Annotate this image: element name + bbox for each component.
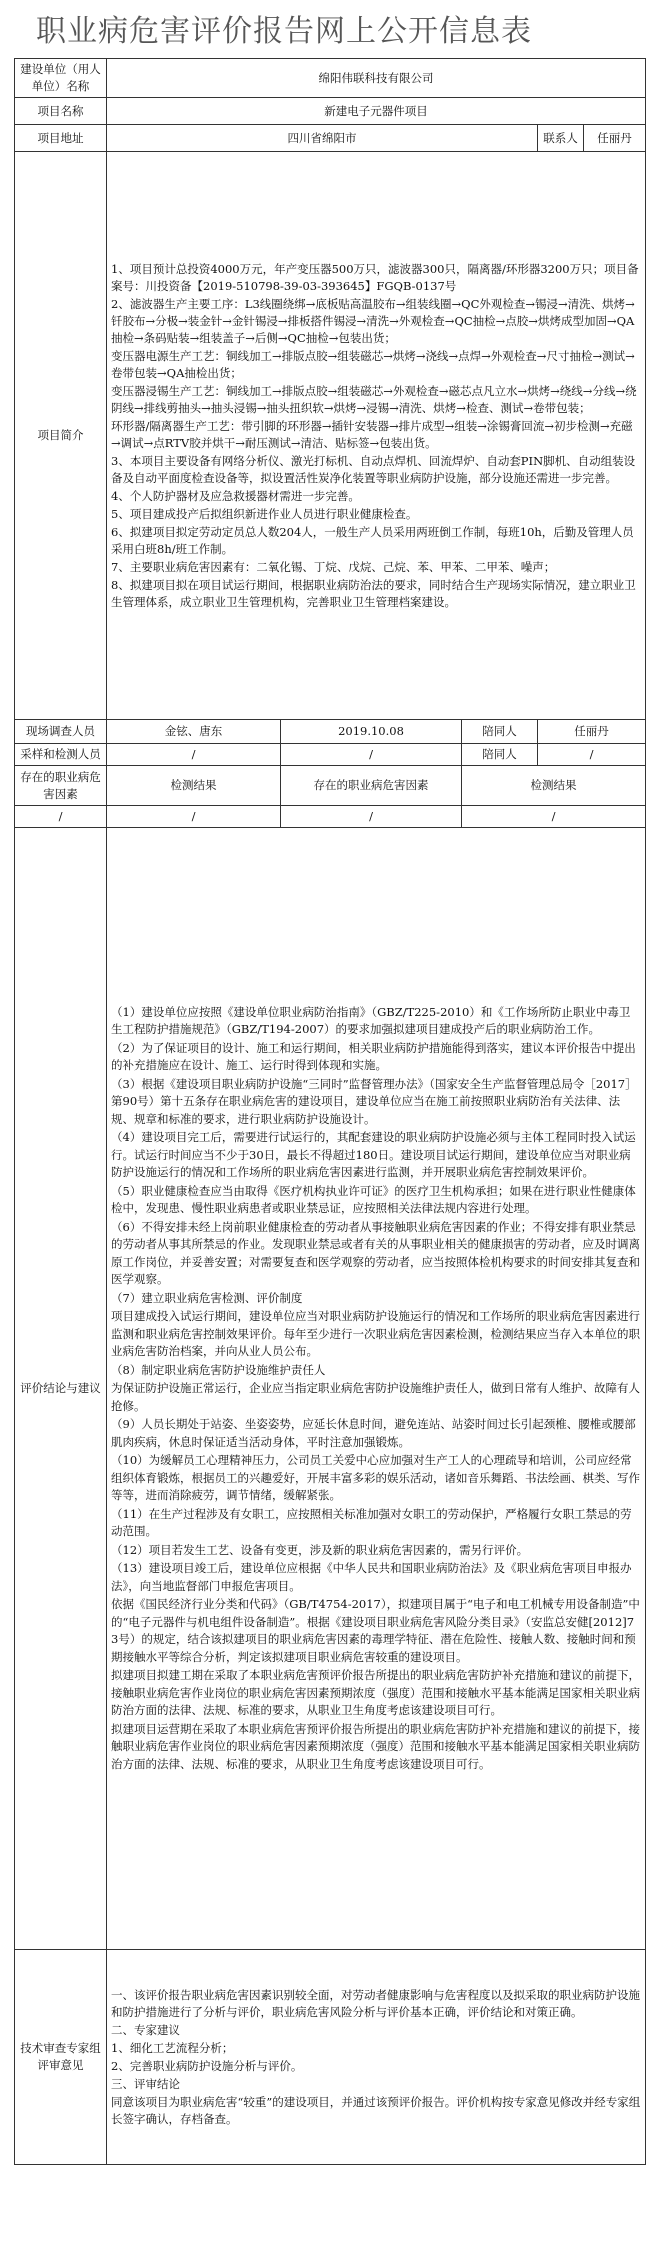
review-paragraph: 三、评审结论 (111, 2076, 180, 2091)
intro-paragraph: 5、项目建成投产后拟组织新进作业人员进行职业健康检查。 (111, 506, 418, 521)
conclusion-paragraph: （1）建设单位应按照《建设单位职业病防治指南》（GBZ/T225-2010）和《工作场所防止职业中毒卫生工程防护措施规范》（GBZ/T194-2007）的要求加强拟建项目建成投产后的职业病防治工作。 (111, 1004, 631, 1037)
conclusion-paragraph: 依据《国民经济行业分类和代码》（GB/T4754-2017），拟建项目属于“电子和电工机械专用设备制造”中的“电子元器件与机电组件设备制造”。根据《建设项目职业病危害风险分类目录》（安监总安健[2012]73号）的规定，结合该拟建项目的职业病危害因素的毒理学特征、潜在危险性、接触人数、接触时间和预期接触水平等综合分析，判定该拟建项目职业病危害较重的建设项目。 (111, 1597, 640, 1664)
page (0, 6, 659, 2245)
intro-paragraph: 8、拟建项目拟在项目试运行期间，根据职业病防治法的要求，同时结合生产现场实际情况，建立职业卫生管理体系，成立职业卫生管理机构，完善职业卫生管理档案建设。 (111, 577, 636, 609)
intro-paragraph: 变压器电源生产工艺：铜线加工→排版点胶→组装磁芯→烘烤→浇线→点焊→外观检查→尺寸抽检→测试→卷带包装→QA抽检出货； (111, 348, 635, 380)
address-label: 项目地址 (15, 125, 107, 152)
row-address (15, 125, 646, 152)
conclusion-paragraph: （6）不得安排未经上岗前职业健康检查的劳动者从事接触职业病危害因素的作业；不得安排有职业禁忌的劳动者从事其所禁忌的作业。发现职业禁忌或者有关的从事职业相关的健康损害的劳动者，应及时调离原工作岗位，并妥善安置；对需要复查和医学观察的劳动者，应当按照体检机构要求的时间安排其复查和医学观察。 (111, 1219, 640, 1287)
row-survey (15, 720, 646, 744)
conclusion-paragraph: 拟建项目运营期在采取了本职业病危害预评价报告所提出的职业病危害防护补充措施和建议的前提下，接触职业病危害作业岗位的职业病危害因素预期浓度（强度）范围和接触水平基本能满足国家相关职业病防治方面的法律、法规、标准的要求，从职业卫生角度考虑该建设项目可行。 (111, 1721, 640, 1771)
conclusion-paragraph: （10）为缓解员工心理精神压力，公司员工关爱中心应加强对生产工人的心理疏导和培训，公司应经常组织体育锻炼，根据员工的兴趣爱好，开展丰富多彩的娱乐活动，诸如音乐舞蹈、书法绘画、棋类、写作等等，进而消除疲劳，调节情绪，缓解紧张。 (111, 1453, 640, 1503)
sampling-label: 采样和检测人员 (15, 744, 107, 766)
sampling-companion-label: 陪同人 (462, 744, 538, 766)
survey-companion-value: 任丽丹 (538, 720, 646, 744)
conclusion-paragraph: （5）职业健康检查应当由取得《医疗机构执业许可证》的医疗卫生机构承担；如果在进行职业性健康体检中，发现患、慢性职业病患者或职业禁忌证，应按照相关法律法规内容进行处理。 (111, 1183, 636, 1216)
address-value: 四川省绵阳市 (107, 125, 538, 152)
project-label: 项目名称 (15, 98, 107, 125)
row-hazards-header (15, 766, 646, 806)
row-intro (15, 152, 646, 720)
survey-date: 2019.10.08 (281, 720, 462, 744)
row-project (15, 98, 646, 125)
row-hazards-values (15, 806, 646, 828)
conclusion-paragraph: （12）项目若发生工艺、设备有变更，涉及新的职业病危害因素的，需另行评价。 (111, 1542, 529, 1557)
intro-label: 项目简介 (15, 152, 107, 720)
conclusion-paragraph: 为保证防护设施正常运行，企业应当指定职业病危害防护设施维护责任人，做到日常有人维护、故障有人抢修。 (111, 1381, 640, 1413)
conclusion-paragraph: （9）人员长期处于站姿、坐姿姿势，应延长休息时间，避免连站、站姿时间过长引起颈椎、腰椎或腰部肌肉疾病，休息时保证适当活动身体，平时注意加强锻炼。 (111, 1417, 636, 1449)
conclusion-paragraph: （4）建设项目完工后，需要进行试运行的，其配套建设的职业病防护设施必须与主体工程同时投入试运行。试运行时间应当不少于30日，最长不得超过180日。建设项目试运行期间，建设单位应当对职业病防护设施运行的情况和工作场所的职业病危害因素进行监测，并开展职业病危害控制效果评价。 (111, 1130, 636, 1180)
sampling-date: / (281, 744, 462, 766)
conclusion-paragraph: （13）建设项目竣工后，建设单位应根据《中华人民共和国职业病防治法》及《职业病危害项目申报办法》，向当地监督部门申报危害项目。 (111, 1561, 632, 1593)
survey-label: 现场调查人员 (15, 720, 107, 744)
review-content (107, 1950, 646, 2165)
row-unit (15, 59, 646, 98)
page-title: 职业病危害评价报告网上公开信息表 (36, 14, 532, 49)
intro-paragraph: 4、个人防护器材及应急救援器材需进一步完善。 (111, 488, 360, 503)
conclusion-paragraph: 项目建成投入试运行期间，建设单位应当对职业病防护设施运行的情况和工作场所的职业病危害因素进行监测和职业病危害控制效果评价。每年至少进行一次职业病危害因素检测，检测结果应当存入本单位的职业病危害防治档案，并向从业人员公布。 (111, 1309, 640, 1359)
contact-value: 任丽丹 (584, 125, 646, 152)
contact-label: 联系人 (538, 125, 584, 152)
conclusion-paragraph: （8）制定职业病危害防护设施维护责任人 (111, 1362, 326, 1377)
hazard-value: / (462, 806, 646, 828)
conclusion-paragraph: （3）根据《建设项目职业病防护设施“三同时”监督管理办法》（国家安全生产监督管理总局令［2017］第90号）第十五条存在职业病危害的建设项目，建设单位应当在施工前按照职业病防治有关法律、法规、规章和标准的要求，进行职业病防护设施设计。 (111, 1076, 637, 1126)
hazard-value: / (281, 806, 462, 828)
survey-companion-label: 陪同人 (462, 720, 538, 744)
intro-content (107, 152, 646, 720)
unit-label: 建设单位（用人单位）名称 (15, 59, 107, 98)
intro-paragraph: 7、主要职业病危害因素有：二氧化锡、丁烷、戊烷、己烷、苯、甲苯、二甲苯、噪声； (111, 559, 556, 574)
hazard-factors-label-2: 存在的职业病危害因素 (281, 766, 462, 806)
review-paragraph: 2、完善职业病防护设施分析与评价。 (111, 2058, 303, 2073)
sampling-value: / (107, 744, 281, 766)
hazard-results-label-2: 检测结果 (462, 766, 646, 806)
sampling-companion-value: / (538, 744, 646, 766)
review-paragraph: 同意该项目为职业病危害“较重”的建设项目，并通过该预评价报告。评价机构按专家意见修改并经专家组长签字确认，存档备查。 (111, 2094, 641, 2126)
intro-paragraph: 变压器浸锡生产工艺：铜线加工→排版点胶→组装磁芯→外观检查→磁芯点凡立水→烘烤→绕线→分线→绕阴线→排线剪抽头→抽头浸锡→抽头扭织软→烘烤→浸锡→清洗、烘烤→检查、测试→卷带包装； (111, 383, 637, 415)
hazard-results-label: 检测结果 (107, 766, 281, 806)
row-review (15, 1950, 646, 2165)
survey-value: 金铉、唐东 (107, 720, 281, 744)
intro-paragraph: 6、拟建项目拟定劳动定员总人数204人，一般生产人员采用两班倒工作制，每班10h，后勤及管理人员采用白班8h/班工作制。 (111, 524, 634, 556)
hazard-value: / (15, 806, 107, 828)
row-conclusion (15, 828, 646, 1950)
conclusion-paragraph: 拟建项目拟建工期在采取了本职业病危害预评价报告所提出的职业病危害防护补充措施和建议的前提下，接触职业病危害作业岗位的职业病危害因素预期浓度（强度）范围和接触水平基本能满足国家相关职业病防治方面的法律、法规、标准的要求，从职业卫生角度考虑该建设项目可行。 (111, 1668, 640, 1718)
unit-value: 绵阳伟联科技有限公司 (107, 59, 646, 98)
hazard-factors-label: 存在的职业病危害因素 (15, 766, 107, 806)
info-table (14, 58, 646, 2165)
review-paragraph: 1、细化工艺流程分析； (111, 2040, 234, 2055)
project-value: 新建电子元器件项目 (107, 98, 646, 125)
review-label: 技术审查专家组评审意见 (15, 1950, 107, 2165)
review-paragraph: 二、专家建议 (111, 2022, 180, 2037)
intro-paragraph: 环形器/隔离器生产工艺：带引脚的环形器→插针安装器→排片成型→组装→涂锡膏回流→初步检测→充磁→调试→点RTV胶并烘干→耐压测试→清洁、贴标签→包装出货。 (111, 418, 633, 450)
conclusion-paragraph: （11）在生产过程涉及有女职工，应按照相关标准加强对女职工的劳动保护，严格履行女职工禁忌的劳动范围。 (111, 1506, 632, 1539)
conclusion-label: 评价结论与建议 (15, 828, 107, 1950)
conclusion-content (107, 828, 646, 1950)
hazard-value: / (107, 806, 281, 828)
intro-paragraph: 3、本项目主要设备有网络分析仪、激光打标机、自动点焊机、回流焊炉、自动套PIN脚机、自动组装设备及自动平面度检查设备等，拟设置活性炭净化装置等职业病防护设施，部分设施还需进一步完善。 (111, 453, 636, 485)
intro-paragraph: 1、项目预计总投资4000万元，年产变压器500万只，滤波器300只，隔离器/环形器3200万只；项目备案号：川投资备【2019-510798-39-03-393645】FGQB-0137号 (111, 261, 639, 293)
row-sampling (15, 744, 646, 766)
conclusion-paragraph: （2）为了保证项目的设计、施工和运行期间，相关职业病防护措施能得到落实，建议本评价报告中提出的补充措施应在设计、施工、运行时得到体现和实施。 (111, 1040, 636, 1073)
conclusion-paragraph: （7）建立职业病危害检测、评价制度 (111, 1290, 303, 1305)
intro-paragraph: 2、滤波器生产主要工序：L3线圈绕绑→底板贴高温胶布→组装线圈→QC外观检查→锡浸→清洗、烘烤→钎胶布→分极→装金针→金针锡浸→排板搭件锡浸→清洗→外观检查→QC抽检→点胶→烘烤成型加固→QA抽检→条码贴装→组装盖子→后侧→QC抽检→包装出货； (111, 296, 635, 345)
review-paragraph: 一、该评价报告职业病危害因素识别较全面，对劳动者健康影响与危害程度以及拟采取的职业病防护设施和防护措施进行了分析与评价，职业病危害风险分析与评价基本正确，评价结论和对策正确。 (111, 1987, 640, 2019)
